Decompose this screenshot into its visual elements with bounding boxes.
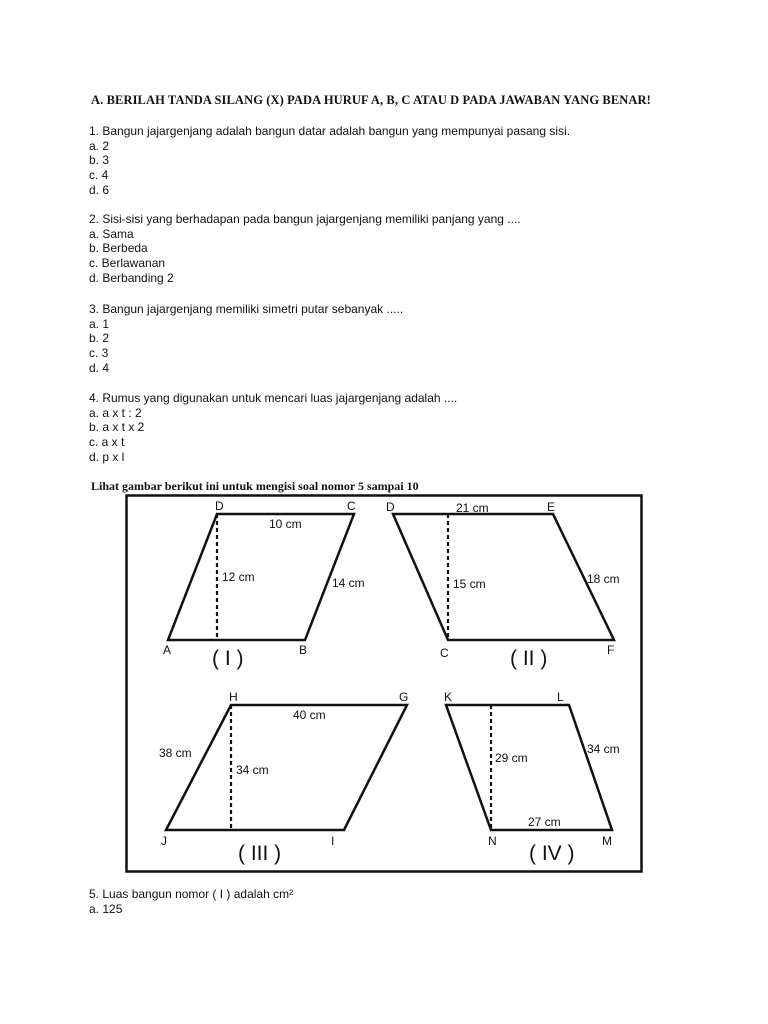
vertex-label: E xyxy=(547,500,556,514)
vertex-label: F xyxy=(607,643,615,657)
question-2 xyxy=(89,212,521,286)
vertex-label: M xyxy=(602,834,612,848)
figure-number: ( II ) xyxy=(510,647,548,670)
vertex-label: C xyxy=(440,646,449,660)
vertex-label: C xyxy=(347,499,356,513)
option-b[interactable]: b. 2 xyxy=(89,331,110,346)
parallelogram-2 xyxy=(386,500,620,670)
option-b[interactable]: b. a x t x 2 xyxy=(89,420,145,435)
question-3 xyxy=(89,302,403,376)
question-text: 4. Rumus yang digunakan untuk mencari luas jajargenjang adalah .... xyxy=(89,391,458,405)
dimension-label: 12 cm xyxy=(222,570,255,584)
option-d[interactable]: d. Berbanding 2 xyxy=(89,270,174,285)
figure-frame xyxy=(127,496,642,872)
vertex-label: A xyxy=(163,643,172,657)
vertex-label: B xyxy=(299,643,308,657)
dimension-label: 27 cm xyxy=(528,815,561,829)
dimension-label: 38 cm xyxy=(159,746,192,760)
dimension-label: 15 cm xyxy=(453,577,486,591)
parallelogram-4 xyxy=(444,690,620,865)
dimension-label: 14 cm xyxy=(332,576,365,590)
option-b[interactable]: b. 3 xyxy=(89,153,110,168)
option-a[interactable]: a. a x t : 2 xyxy=(89,405,142,420)
parallelogram-1-shape xyxy=(168,514,354,640)
vertex-label: G xyxy=(399,690,409,704)
option-d[interactable]: d. 4 xyxy=(89,360,110,375)
question-text: 1. Bangun jajargenjang adalah bangun datar adalah bangun yang mempunyai pasang sisi. xyxy=(89,124,571,138)
figure-number: ( III ) xyxy=(238,842,282,865)
dimension-label: 34 cm xyxy=(587,742,620,756)
parallelogram-4-shape xyxy=(446,705,612,830)
question-text: 2. Sisi-sisi yang berhadapan pada bangun jajargenjang memiliki panjang yang .... xyxy=(89,212,521,226)
vertex-label: L xyxy=(557,690,564,704)
vertex-label: J xyxy=(161,834,167,848)
option-a[interactable]: a. 2 xyxy=(89,138,110,153)
figure-instruction: Lihat gambar berikut ini untuk mengisi soal nomor 5 sampai 10 xyxy=(91,479,419,493)
section-heading: A. BERILAH TANDA SILANG (X) PADA HURUF A, B, C ATAU D PADA JAWABAN YANG BENAR! xyxy=(91,93,651,107)
dimension-label: 10 cm xyxy=(269,517,302,531)
question-1 xyxy=(89,124,570,198)
question-4 xyxy=(89,391,457,465)
option-c[interactable]: c. 3 xyxy=(89,346,109,361)
option-d[interactable]: d. 6 xyxy=(89,182,110,197)
option-c[interactable]: c. a x t xyxy=(89,435,125,450)
vertex-label: D xyxy=(386,500,395,514)
dimension-label: 18 cm xyxy=(587,572,620,586)
vertex-label: D xyxy=(215,499,224,513)
vertex-label: K xyxy=(444,690,453,704)
figure-number: ( IV ) xyxy=(529,842,575,865)
parallelogram-3 xyxy=(159,690,408,865)
question-text: 3. Bangun jajargenjang memiliki simetri putar sebanyak ..... xyxy=(89,302,404,316)
dimension-label: 40 cm xyxy=(293,708,326,722)
option-d[interactable]: d. p x l xyxy=(89,449,125,464)
question-5 xyxy=(89,887,293,916)
option-b[interactable]: b. Berbeda xyxy=(89,241,148,256)
option-c[interactable]: c. 4 xyxy=(89,168,109,183)
question-text: 5. Luas bangun nomor ( I ) adalah cm² xyxy=(89,887,294,901)
vertex-label: H xyxy=(229,690,238,704)
parallelogram-figure xyxy=(125,494,643,879)
dimension-label: 29 cm xyxy=(495,751,528,765)
vertex-label: N xyxy=(488,834,497,848)
parallelogram-1 xyxy=(163,499,365,670)
figure-number: ( I ) xyxy=(212,647,244,670)
option-a[interactable]: a. Sama xyxy=(89,226,134,241)
vertex-label: I xyxy=(331,834,335,848)
option-a[interactable]: a. 125 xyxy=(89,901,123,916)
option-c[interactable]: c. Berlawanan xyxy=(89,256,166,271)
parallelogram-2-shape xyxy=(393,514,614,640)
dimension-label: 34 cm xyxy=(236,763,269,777)
option-a[interactable]: a. 1 xyxy=(89,316,110,331)
dimension-label: 21 cm xyxy=(456,501,489,515)
parallelogram-3-shape xyxy=(166,705,407,830)
